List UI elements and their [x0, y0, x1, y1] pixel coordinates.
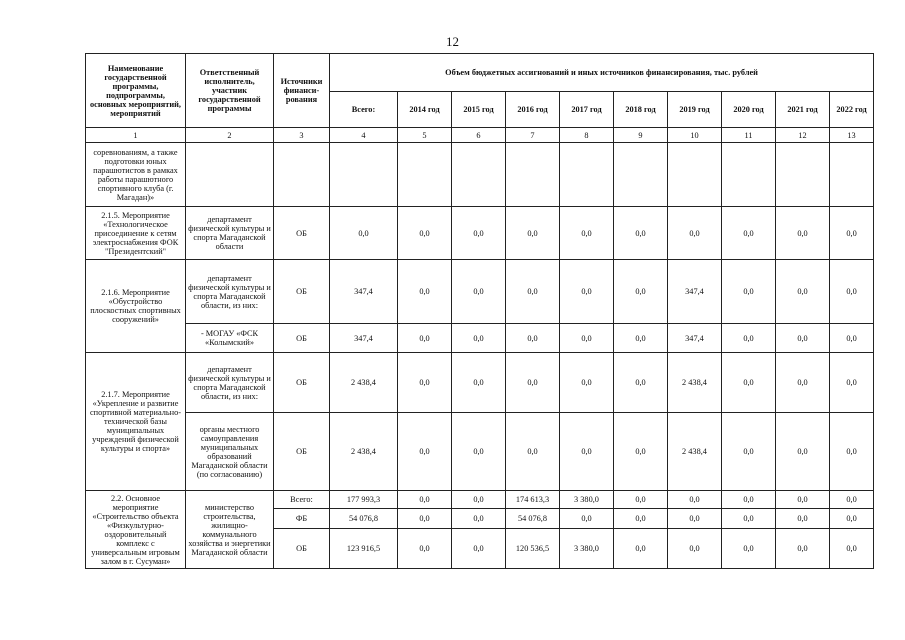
header-total: Всего: [330, 92, 398, 128]
value-cell: 0,0 [398, 324, 452, 353]
value-cell: 0,0 [614, 260, 668, 324]
value-cell: 0,0 [722, 260, 776, 324]
value-cell: 0,0 [776, 260, 830, 324]
value-cell: 0,0 [452, 491, 506, 509]
value-cell: 0,0 [830, 260, 874, 324]
source-cell: ОБ [274, 324, 330, 353]
value-cell: 0,0 [506, 260, 560, 324]
value-cell: 0,0 [668, 491, 722, 509]
table-row [86, 491, 874, 509]
column-number: 12 [776, 128, 830, 143]
measure-name: 2.1.5. Мероприятие «Технологическое присоединение к сетям электроснабжения ФОК "Президентский" [86, 207, 186, 260]
value-cell: 0,0 [776, 491, 830, 509]
value-cell: 174 613,3 [506, 491, 560, 509]
value-cell: 0,0 [668, 529, 722, 569]
value-cell: 54 076,8 [506, 509, 560, 529]
value-cell: 0,0 [398, 529, 452, 569]
value-cell: 0,0 [614, 509, 668, 529]
value-cell: 0,0 [722, 353, 776, 413]
value-cell: 0,0 [722, 491, 776, 509]
value-cell: 0,0 [398, 353, 452, 413]
value-cell: 0,0 [398, 207, 452, 260]
value-cell: 2 438,4 [330, 413, 398, 491]
executor-cell: органы местного самоуправления муниципальных образований Магаданской области (по согласованию) [186, 413, 274, 491]
value-cell: 0,0 [560, 413, 614, 491]
value-cell: 0,0 [722, 413, 776, 491]
value-cell: 0,0 [398, 509, 452, 529]
header-year: 2018 год [614, 92, 668, 128]
source-cell: ФБ [274, 509, 330, 529]
header-year: 2014 год [398, 92, 452, 128]
value-cell: 0,0 [776, 529, 830, 569]
value-cell: 347,4 [668, 324, 722, 353]
value-cell: 0,0 [560, 324, 614, 353]
value-cell: 0,0 [398, 491, 452, 509]
value-cell: 0,0 [614, 353, 668, 413]
table-row [86, 207, 874, 260]
value-cell: 2 438,4 [668, 353, 722, 413]
page-number: 12 [446, 34, 459, 49]
executor-cell: департамент физической культуры и спорта Магаданской области, из них: [186, 353, 274, 413]
value-cell: 0,0 [452, 207, 506, 260]
value-cell: 0,0 [830, 353, 874, 413]
source-cell: ОБ [274, 260, 330, 324]
table-row [86, 413, 874, 491]
value-cell: 0,0 [614, 324, 668, 353]
value-cell: 347,4 [330, 324, 398, 353]
value-cell: 0,0 [614, 207, 668, 260]
column-number: 2 [186, 128, 274, 143]
value-cell: 0,0 [776, 324, 830, 353]
column-number: 9 [614, 128, 668, 143]
source-cell: ОБ [274, 529, 330, 569]
column-number: 11 [722, 128, 776, 143]
value-cell: 0,0 [776, 413, 830, 491]
value-cell: 0,0 [452, 413, 506, 491]
value-cell: 0,0 [722, 207, 776, 260]
value-cell: 0,0 [506, 413, 560, 491]
value-cell: 0,0 [452, 260, 506, 324]
executor-cell: - МОГАУ «ФСК «Колымский» [186, 324, 274, 353]
value-cell: 0,0 [452, 529, 506, 569]
value-cell: 3 380,0 [560, 529, 614, 569]
measure-name: 2.1.6. Мероприятие «Обустройство плоскостных спортивных сооружений» [86, 260, 186, 353]
value-cell: 0,0 [722, 529, 776, 569]
table-row [86, 353, 874, 413]
column-number-row [86, 128, 874, 143]
value-cell: 2 438,4 [668, 413, 722, 491]
table-row [86, 260, 874, 324]
column-number: 7 [506, 128, 560, 143]
header-year: 2020 год [722, 92, 776, 128]
value-cell: 0,0 [452, 509, 506, 529]
value-cell: 0,0 [830, 413, 874, 491]
measure-name: 2.2. Основное мероприятие «Строительство объекта «Физкультурно-оздоровительный комплекс с универсальным игровым залом в г. Сусуман» [86, 491, 186, 569]
table-row [86, 324, 874, 353]
header-year: 2016 год [506, 92, 560, 128]
value-cell: 2 438,4 [330, 353, 398, 413]
value-cell: 0,0 [452, 353, 506, 413]
value-cell: 0,0 [776, 353, 830, 413]
header-year: 2015 год [452, 92, 506, 128]
value-cell: 0,0 [506, 324, 560, 353]
value-cell: 0,0 [560, 353, 614, 413]
source-cell: ОБ [274, 353, 330, 413]
value-cell: 347,4 [330, 260, 398, 324]
value-cell: 0,0 [668, 207, 722, 260]
executor-cell: департамент физической культуры и спорта Магаданской области, из них: [186, 260, 274, 324]
source-cell: Всего: [274, 491, 330, 509]
column-number: 8 [560, 128, 614, 143]
header-funding-source: Источники финанси-рования [274, 54, 330, 128]
value-cell: 0,0 [452, 324, 506, 353]
value-cell: 0,0 [614, 491, 668, 509]
value-cell: 0,0 [614, 529, 668, 569]
column-number: 4 [330, 128, 398, 143]
value-cell: 0,0 [398, 413, 452, 491]
source-cell: ОБ [274, 207, 330, 260]
column-number: 13 [830, 128, 874, 143]
column-number: 6 [452, 128, 506, 143]
value-cell: 0,0 [398, 260, 452, 324]
value-cell: 0,0 [506, 207, 560, 260]
value-cell: 3 380,0 [560, 491, 614, 509]
column-number: 3 [274, 128, 330, 143]
column-number: 10 [668, 128, 722, 143]
value-cell: 0,0 [830, 207, 874, 260]
value-cell: 123 916,5 [330, 529, 398, 569]
source-cell: ОБ [274, 413, 330, 491]
value-cell: 0,0 [506, 353, 560, 413]
value-cell: 177 993,3 [330, 491, 398, 509]
budget-table [85, 53, 874, 569]
header-volume: Объем бюджетных ассигнований и иных источников финансирования, тыс. рублей [330, 54, 874, 92]
value-cell: 0,0 [722, 509, 776, 529]
value-cell: 0,0 [560, 260, 614, 324]
table-row [86, 143, 874, 207]
measure-name: соревнованиям, а также подготовки юных парашютистов в рамках работы парашютного спортивного клуба (г. Магадан)» [86, 143, 186, 207]
value-cell: 54 076,8 [330, 509, 398, 529]
column-number: 5 [398, 128, 452, 143]
measure-name: 2.1.7. Мероприятие «Укрепление и развитие спортивной материально-технической базы муниципальных учреждений физической культуры и спорта» [86, 353, 186, 491]
value-cell: 0,0 [614, 413, 668, 491]
executor-cell: департамент физической культуры и спорта Магаданской области [186, 207, 274, 260]
value-cell: 0,0 [560, 509, 614, 529]
column-number: 1 [86, 128, 186, 143]
header-year: 2022 год [830, 92, 874, 128]
value-cell: 0,0 [776, 509, 830, 529]
value-cell: 120 536,5 [506, 529, 560, 569]
value-cell: 0,0 [830, 509, 874, 529]
value-cell: 0,0 [330, 207, 398, 260]
value-cell: 0,0 [830, 491, 874, 509]
value-cell: 0,0 [560, 207, 614, 260]
value-cell: 0,0 [668, 509, 722, 529]
value-cell: 0,0 [722, 324, 776, 353]
header-executor: Ответственный исполнитель, участник государственной программы [186, 54, 274, 128]
value-cell: 0,0 [830, 324, 874, 353]
value-cell: 0,0 [776, 207, 830, 260]
header-program-name: Наименование государственной программы, подпрограммы, основных мероприятий, мероприятий [86, 54, 186, 128]
executor-cell: министерство строительства, жилищно-коммунального хозяйства и энергетики Магаданской области [186, 491, 274, 569]
header-year: 2017 год [560, 92, 614, 128]
header-year: 2021 год [776, 92, 830, 128]
value-cell: 347,4 [668, 260, 722, 324]
header-year: 2019 год [668, 92, 722, 128]
value-cell: 0,0 [830, 529, 874, 569]
